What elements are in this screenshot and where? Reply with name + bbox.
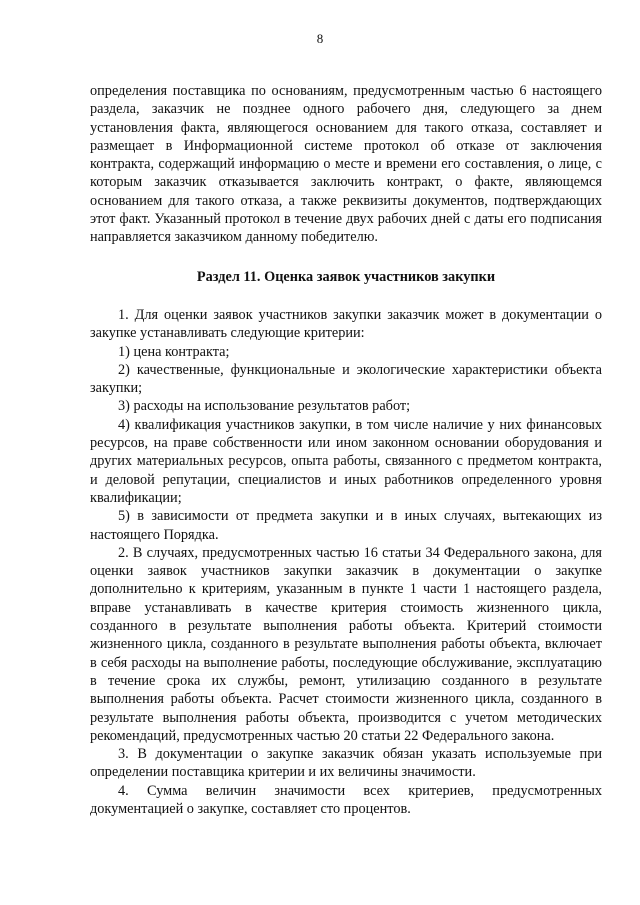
paragraph-continuation: определения поставщика по основаниям, предусмотренным частью 6 настоящего раздела, заказчик не позднее одного рабочего дня, следующего за днем установления факта, являющегося основанием для такого отказа, составляет и размещает в Информационной системе протокол об отказе от заключения контракта, содержащий информацию о месте и времени его составления, о лице, с которым заказчик отказывается заключить контракт, о факте, являющемся основанием для такого отказа, а также реквизиты документов, подтверждающих этот факт. Указанный протокол в течение двух рабочих дней с даты его подписания направляется заказчиком данному победителю.: [90, 83, 602, 246]
paragraph-item: 2) качественные, функциональные и экологические характеристики объекта закупки;: [90, 361, 602, 397]
page-number: 8: [316, 31, 324, 46]
section-heading: Раздел 11. Оценка заявок участников закупки: [196, 268, 496, 285]
paragraph-item: 1. Для оценки заявок участников закупки заказчик может в документации о закупке устанавливать следующие критерии:: [90, 306, 602, 342]
document-body: [90, 82, 602, 818]
paragraph-item: 4) квалификация участников закупки, в том числе наличие у них финансовых ресурсов, на праве собственности или ином законном основании оборудования и других материальных ресурсов, опыта работы, связанного с предметом контракта, и деловой репутации, специалистов и иных работников определенного уровня квалификации;: [90, 416, 602, 506]
paragraph-item: 4. Сумма величин значимости всех критериев, предусмотренных документацией о закупке, составляет сто процентов.: [90, 782, 602, 817]
paragraph-item: 3. В документации о закупке заказчик обязан указать используемые при определении поставщика критерии и их величины значимости.: [90, 746, 602, 781]
paragraph-item: 3) расходы на использование результатов работ;: [118, 398, 411, 415]
paragraph-item: 2. В случаях, предусмотренных частью 16 статьи 34 Федерального закона, для оценки заявок участников закупки заказчик в документации о закупке дополнительно к критериям, указанным в пункте 1 части 1 настоящего раздела, вправе устанавливать в качестве критерия стоимость жизненного цикла, созданного в результате выполнения работы объекта. Критерий стоимости жизненного цикла, созданного в результате выполнения работы объекта, включает в себя расходы на выполнение работы, последующие обслуживание, эксплуатацию в течение срока их службы, ремонт, утилизацию созданного в результате выполнения работы объекта. Расчет стоимости жизненного цикла, созданного в результате выполнения работы объекта, производится с учетом методических рекомендаций, предусмотренных частью 20 статьи 22 Федерального закона.: [90, 544, 602, 744]
paragraph-item: 1) цена контракта;: [118, 343, 230, 360]
paragraph-item: 5) в зависимости от предмета закупки и в иных случаях, вытекающих из настоящего Порядка.: [90, 508, 602, 543]
